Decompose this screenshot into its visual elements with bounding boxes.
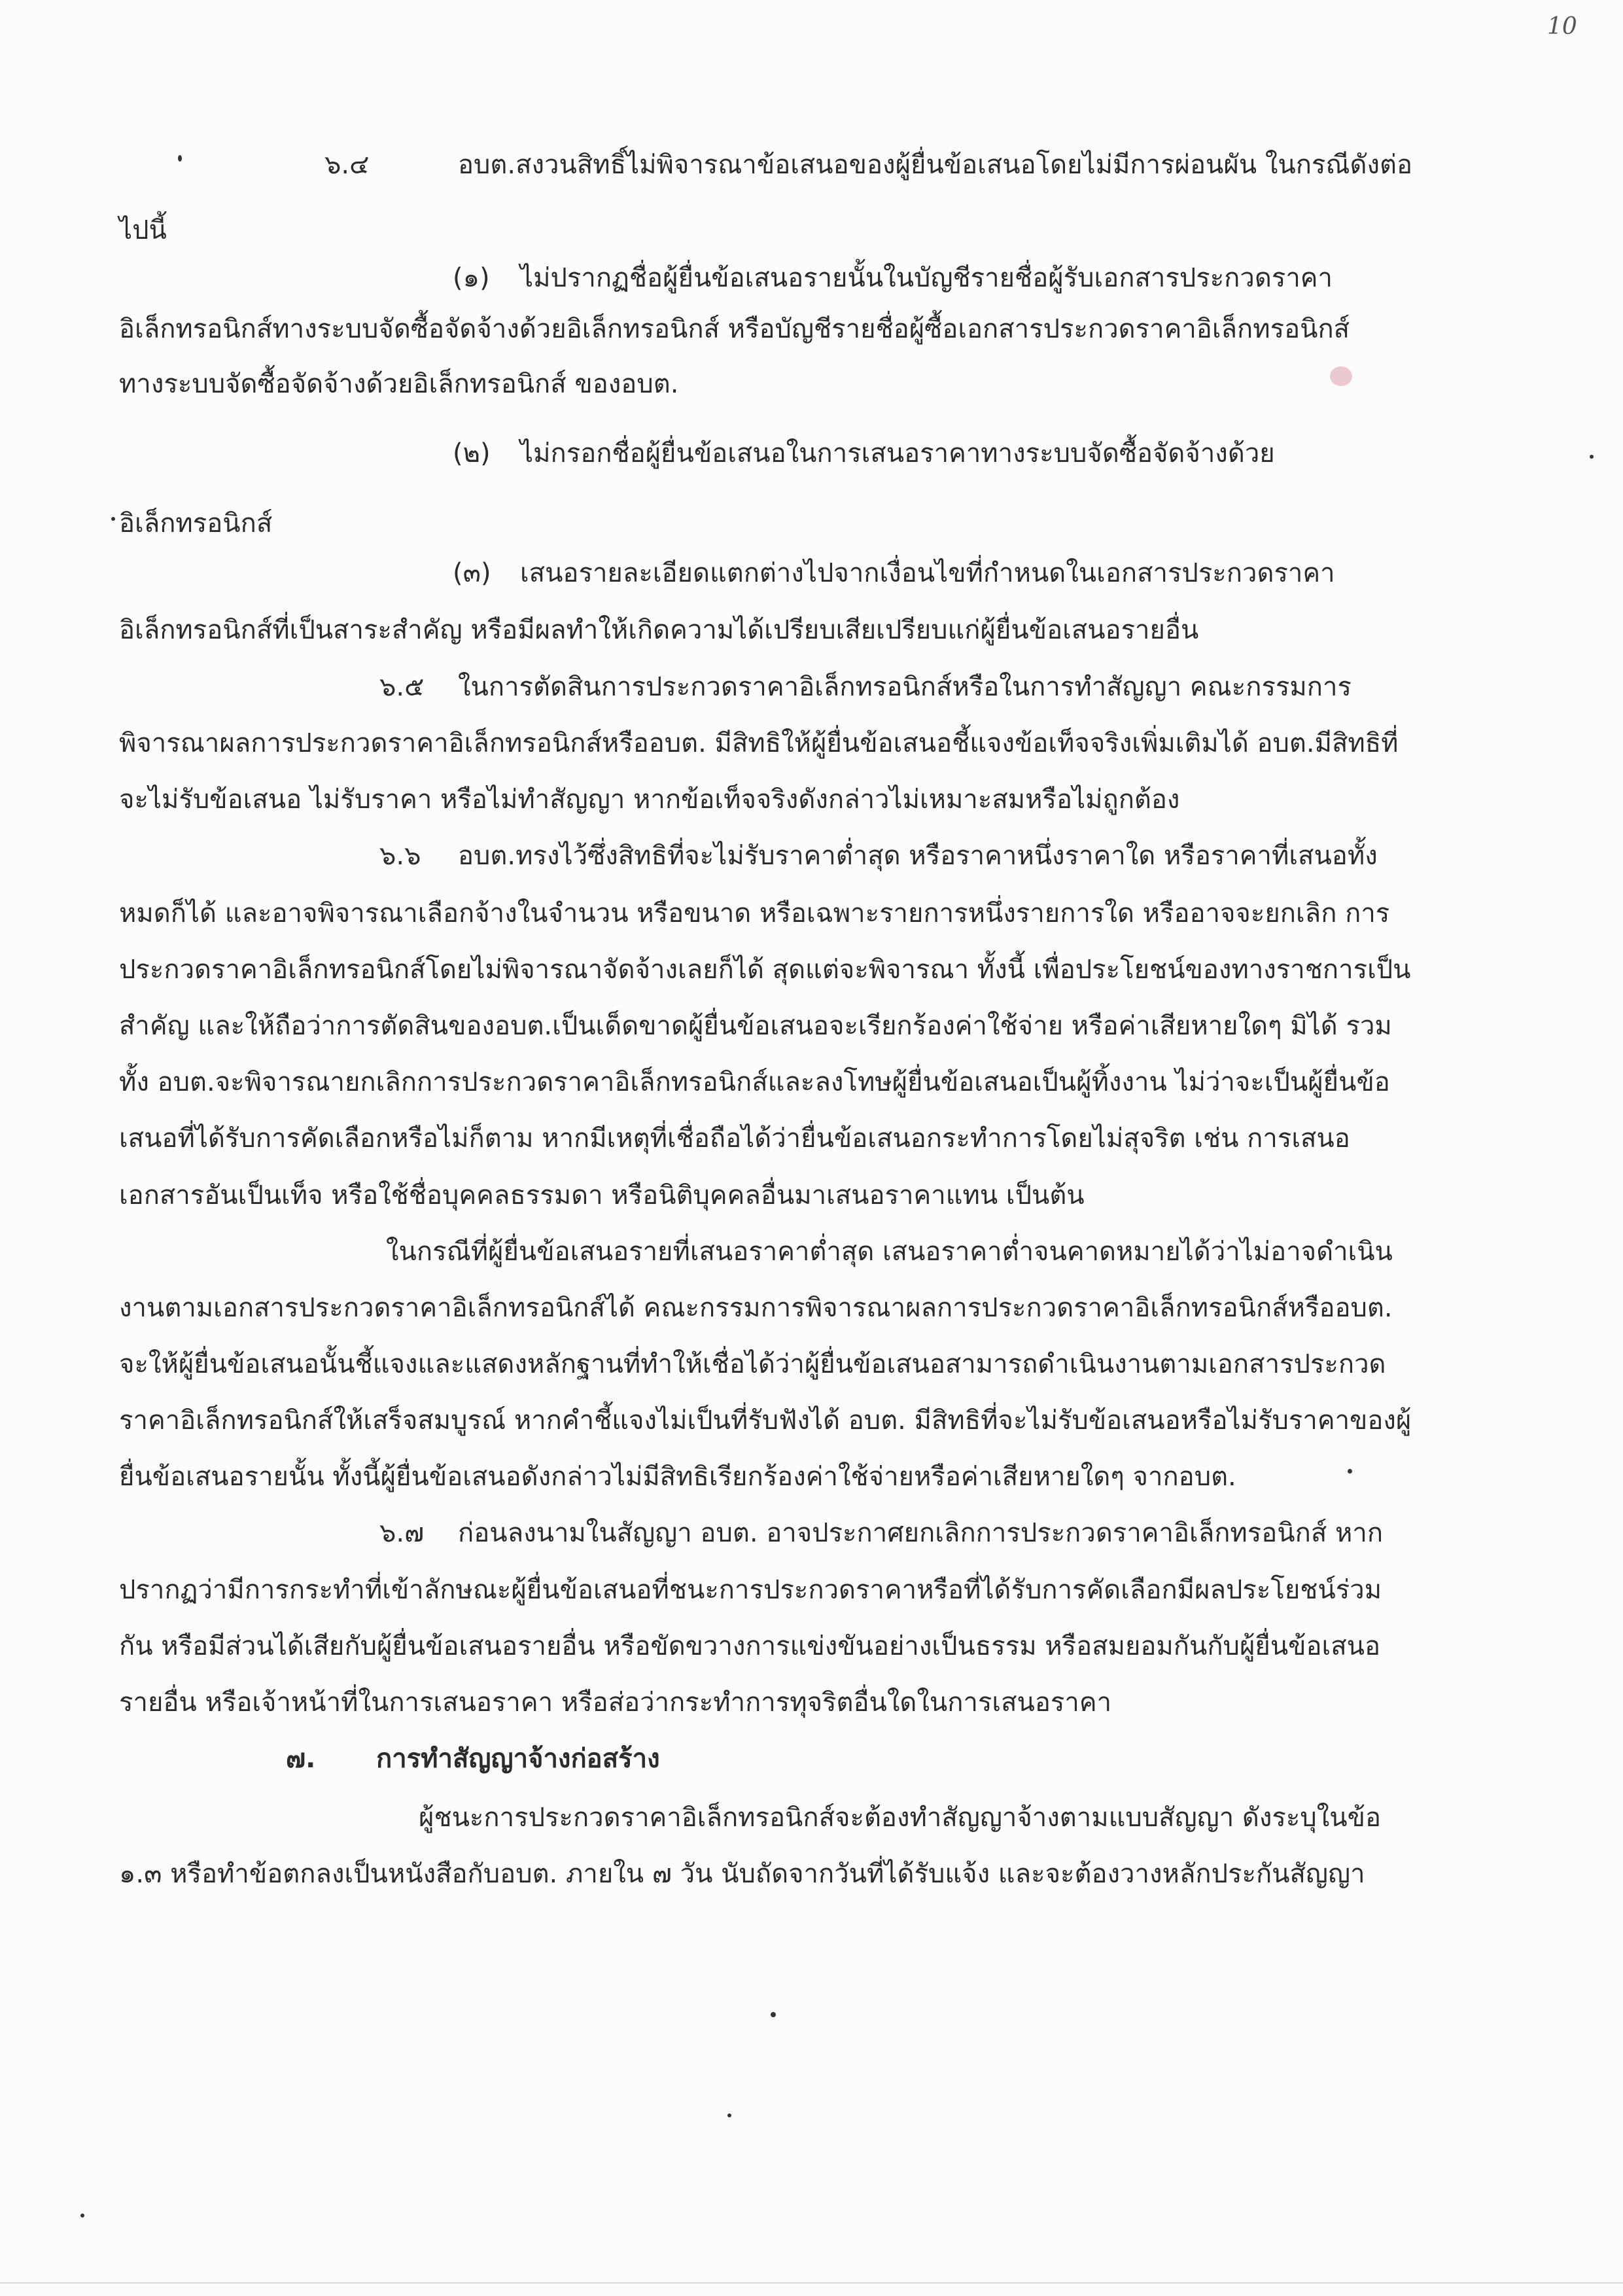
scan-speck	[111, 517, 115, 521]
clause-number: ๖.๗	[379, 1518, 425, 1548]
clause-number: (๒)	[453, 438, 491, 468]
text-line: เสนอรายละเอียดแตกต่างไปจากเงื่อนไขที่กำหนดในเอกสารประกวดราคา	[520, 558, 1335, 588]
text-line: พิจารณาผลการประกวดราคาอิเล็กทรอนิกส์หรืออบต. มีสิทธิให้ผู้ยื่นข้อเสนอชี้แจงข้อเท็จจริงเพิ่มเติมได้ อบต.มีสิทธิที่	[119, 728, 1399, 758]
text-line: ยื่นข้อเสนอรายนั้น ทั้งนี้ผู้ยื่นข้อเสนอดังกล่าวไม่มีสิทธิเรียกร้องค่าใช้จ่ายหรือค่าเสียหายใดๆ จากอบต.	[119, 1462, 1236, 1492]
text-line: ก่อนลงนามในสัญญา อบต. อาจประกาศยกเลิกการประกวดราคาอิเล็กทรอนิกส์ หาก	[458, 1518, 1384, 1548]
section-heading: การทำสัญญาจ้างก่อสร้าง	[376, 1744, 660, 1774]
text-line: ในการตัดสินการประกวดราคาอิเล็กทรอนิกส์หรือในการทำสัญญา คณะกรรมการ	[458, 672, 1352, 702]
scan-speck	[178, 155, 182, 162]
text-line: ประกวดราคาอิเล็กทรอนิกส์โดยไม่พิจารณาจัดจ้างเลยก็ได้ สุดแต่จะพิจารณา ทั้งนี้ เพื่อประโยชน์ของทางราชการเป็น	[119, 955, 1411, 985]
text-line: รายอื่น หรือเจ้าหน้าที่ในการเสนอราคา หรือส่อว่ากระทำการทุจริตอื่นใดในการเสนอราคา	[119, 1687, 1112, 1718]
text-line: เสนอที่ได้รับการคัดเลือกหรือไม่ก็ตาม หากมีเหตุที่เชื่อถือได้ว่ายื่นข้อเสนอกระทำการโดยไม่สุจริต เช่น การเสนอ	[119, 1123, 1350, 1154]
text-line: หมดก็ได้ และอาจพิจารณาเลือกจ้างในจำนวน หรือขนาด หรือเฉพาะรายการหนึ่งรายการใด หรืออาจจะยกเลิก การ	[119, 898, 1390, 928]
text-line: อิเล็กทรอนิกส์ที่เป็นสาระสำคัญ หรือมีผลทำให้เกิดความได้เปรียบเสียเปรียบแก่ผู้ยื่นข้อเสนอรายอื่น	[119, 615, 1199, 645]
section-number: ๗.	[286, 1744, 316, 1774]
text-line: ปรากฏว่ามีการกระทำที่เข้าลักษณะผู้ยื่นข้อเสนอที่ชนะการประกวดราคาหรือที่ได้รับการคัดเลือกมีผลประโยชน์ร่วม	[119, 1575, 1382, 1605]
text-line: เอกสารอันเป็นเท็จ หรือใช้ชื่อบุคคลธรรมดา หรือนิติบุคคลอื่นมาเสนอราคาแทน เป็นต้น	[119, 1180, 1085, 1210]
clause-number: (๓)	[453, 558, 491, 588]
scan-edge	[0, 2282, 1623, 2284]
text-line: จะไม่รับข้อเสนอ ไม่รับราคา หรือไม่ทำสัญญา หากข้อเท็จจริงดังกล่าวไม่เหมาะสมหรือไม่ถูกต้อง	[119, 785, 1180, 815]
scan-speck	[1348, 1469, 1352, 1474]
text-line: ไปนี้	[119, 215, 167, 245]
clause-number: ๖.๔	[324, 150, 370, 180]
text-line: อบต.ทรงไว้ซึ่งสิทธิที่จะไม่รับราคาต่ำสุด หรือราคาหนึ่งราคาใด หรือราคาที่เสนอทั้ง	[458, 841, 1378, 871]
scan-speck	[1590, 455, 1594, 459]
scan-speck	[80, 2214, 84, 2217]
clause-number: (๑)	[453, 263, 490, 293]
text-line: อบต.สงวนสิทธิ์ไม่พิจารณาข้อเสนอของผู้ยื่นข้อเสนอโดยไม่มีการผ่อนผัน ในกรณีดังต่อ	[458, 150, 1413, 180]
text-line: อิเล็กทรอนิกส์	[119, 508, 273, 539]
text-line: ในกรณีที่ผู้ยื่นข้อเสนอรายที่เสนอราคาต่ำสุด เสนอราคาต่ำจนคาดหมายได้ว่าไม่อาจดำเนิน	[386, 1237, 1393, 1267]
text-line: ผู้ชนะการประกวดราคาอิเล็กทรอนิกส์จะต้องทำสัญญาจ้างตามแบบสัญญา ดังระบุในข้อ	[419, 1803, 1382, 1833]
text-line: กัน หรือมีส่วนได้เสียกับผู้ยื่นข้อเสนอรายอื่น หรือขัดขวางการแข่งขันอย่างเป็นธรรม หรือสมยอมกันกับผู้ยื่นข้อเสนอ	[119, 1631, 1380, 1661]
text-line: ไม่กรอกชื่อผู้ยื่นข้อเสนอในการเสนอราคาทางระบบจัดซื้อจัดจ้างด้วย	[520, 438, 1275, 468]
scan-speck	[727, 2113, 731, 2117]
clause-number: ๖.๖	[379, 841, 421, 871]
scan-speck	[771, 2012, 776, 2017]
text-line: ทั้ง อบต.จะพิจารณายกเลิกการประกวดราคาอิเล็กทรอนิกส์และลงโทษผู้ยื่นข้อเสนอเป็นผู้ทิ้งงาน ไม่ว่าจะเป็นผู้ยื่นข้อ	[119, 1067, 1390, 1097]
text-line: สำคัญ และให้ถือว่าการตัดสินของอบต.เป็นเด็ดขาดผู้ยื่นข้อเสนอจะเรียกร้องค่าใช้จ่าย หรือค่าเสียหายใดๆ มิได้ รวม	[119, 1011, 1392, 1041]
text-line: อิเล็กทรอนิกส์ทางระบบจัดซื้อจัดจ้างด้วยอิเล็กทรอนิกส์ หรือบัญชีรายชื่อผู้ซื้อเอกสารประกวดราคาอิเล็กทรอนิกส์	[119, 314, 1350, 344]
text-line: ไม่ปรากฏชื่อผู้ยื่นข้อเสนอรายนั้นในบัญชีรายชื่อผู้รับเอกสารประกวดราคา	[520, 263, 1333, 293]
scan-stain	[1330, 366, 1352, 386]
text-line: ทางระบบจัดซื้อจัดจ้างด้วยอิเล็กทรอนิกส์ ของอบต.	[119, 369, 679, 399]
clause-number: ๖.๕	[379, 672, 425, 702]
text-line: ๑.๓ หรือทำข้อตกลงเป็นหนังสือกับอบต. ภายใน ๗ วัน นับถัดจากวันที่ได้รับแจ้ง และจะต้องวางหลักประกันสัญญา	[119, 1859, 1365, 1889]
text-line: จะให้ผู้ยื่นข้อเสนอนั้นชี้แจงและแสดงหลักฐานที่ทำให้เชื่อได้ว่าผู้ยื่นข้อเสนอสามารถดำเนินงานตามเอกสารประกวด	[119, 1349, 1386, 1379]
text-line: ราคาอิเล็กทรอนิกส์ให้เสร็จสมบูรณ์ หากคำชี้แจงไม่เป็นที่รับฟังได้ อบต. มีสิทธิที่จะไม่รับข้อเสนอหรือไม่รับราคาของผู้	[119, 1405, 1412, 1436]
text-line: งานตามเอกสารประกวดราคาอิเล็กทรอนิกส์ได้ คณะกรรมการพิจารณาผลการประกวดราคาอิเล็กทรอนิกส์หรืออบต.	[119, 1293, 1393, 1323]
page-number: 10	[1547, 13, 1577, 40]
